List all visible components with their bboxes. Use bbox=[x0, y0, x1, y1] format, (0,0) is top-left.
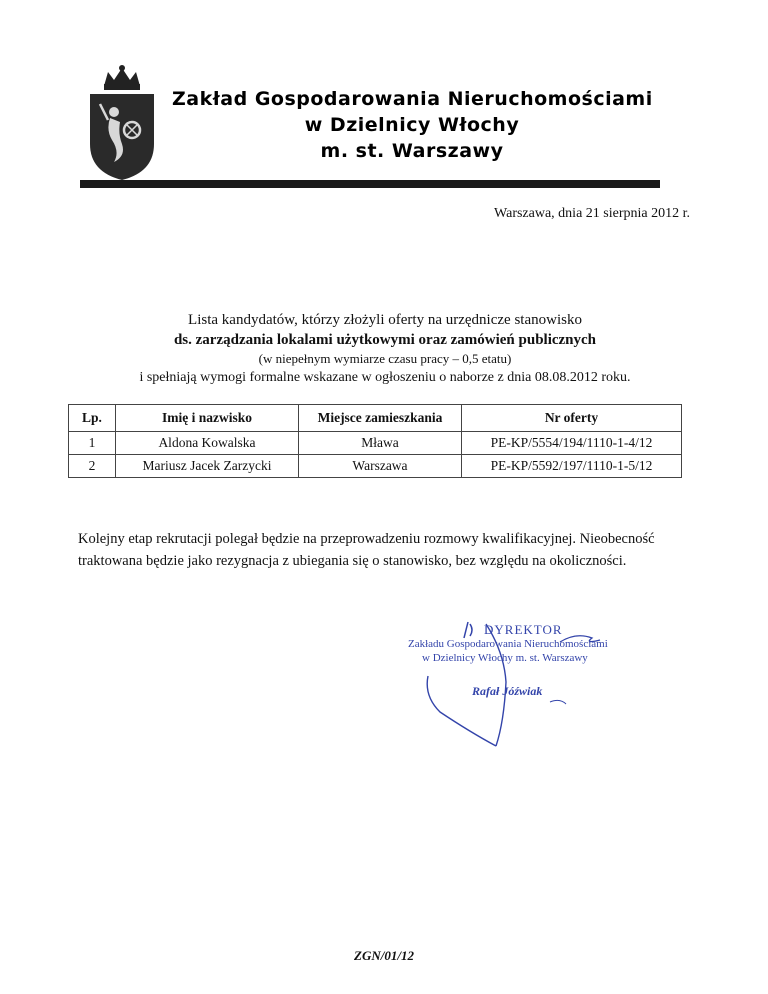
director-stamp bbox=[400, 612, 700, 752]
header-divider bbox=[80, 180, 660, 188]
column-header-name: Imię i nazwisko bbox=[116, 405, 299, 432]
cell-residence: Warszawa bbox=[299, 455, 462, 478]
table-row bbox=[69, 432, 682, 455]
column-header-residence: Miejsce zamieszkania bbox=[299, 405, 462, 432]
column-header-offer-number: Nr oferty bbox=[462, 405, 682, 432]
cell-lp: 1 bbox=[69, 432, 116, 455]
cell-name: Mariusz Jacek Zarzycki bbox=[116, 455, 299, 478]
title-workload: (w niepełnym wymiarze czasu pracy – 0,5 etatu) bbox=[258, 351, 512, 366]
document-title bbox=[60, 310, 710, 388]
title-line1: Lista kandydatów, którzy złożyli oferty na urzędnicze stanowisko bbox=[188, 312, 582, 328]
warsaw-mermaid-emblem-icon bbox=[80, 64, 164, 182]
institution-name-line3: m. st. Warszawy bbox=[320, 140, 504, 162]
recruitment-note: Kolejny etap rekrutacji polegał będzie na przeprowadzeniu rozmowy kwalifikacyjnej. Nieobecność traktowana będzie jako rezygnacja z ubiegania się o stanowisko, bez względu na okoliczności. bbox=[78, 531, 655, 569]
document-code: ZGN/01/12 bbox=[354, 948, 414, 963]
letterhead bbox=[80, 64, 660, 194]
cell-offer-number: PE-KP/5592/197/1110-1-5/12 bbox=[462, 455, 682, 478]
institution-name-line2: w Dzielnicy Włochy bbox=[304, 114, 520, 136]
table-header-row bbox=[69, 405, 682, 432]
title-line4: i spełniają wymogi formalne wskazane w ogłoszeniu o naborze z dnia 08.08.2012 roku. bbox=[139, 370, 631, 385]
title-position: ds. zarządzania lokalami użytkowymi oraz zamówień publicznych bbox=[173, 332, 597, 348]
cell-name: Aldona Kowalska bbox=[116, 432, 299, 455]
document-date: Warszawa, dnia 21 sierpnia 2012 r. bbox=[494, 206, 690, 221]
cell-residence: Mława bbox=[299, 432, 462, 455]
cell-offer-number: PE-KP/5554/194/1110-1-4/12 bbox=[462, 432, 682, 455]
institution-name-line1: Zakład Gospodarowania Nieruchomościami bbox=[172, 88, 653, 110]
candidates-table bbox=[68, 404, 682, 478]
table-row bbox=[69, 455, 682, 478]
stamp-signatory-name: Rafał Jóźwiak bbox=[472, 684, 543, 698]
stamp-institution-line1: Zakładu Gospodarowania Nieruchomościami bbox=[408, 638, 608, 650]
cell-lp: 2 bbox=[69, 455, 116, 478]
column-header-lp: Lp. bbox=[69, 405, 116, 432]
stamp-title: DYREKTOR bbox=[484, 622, 563, 637]
stamp-institution-line2: w Dzielnicy Włochy m. st. Warszawy bbox=[422, 652, 588, 664]
